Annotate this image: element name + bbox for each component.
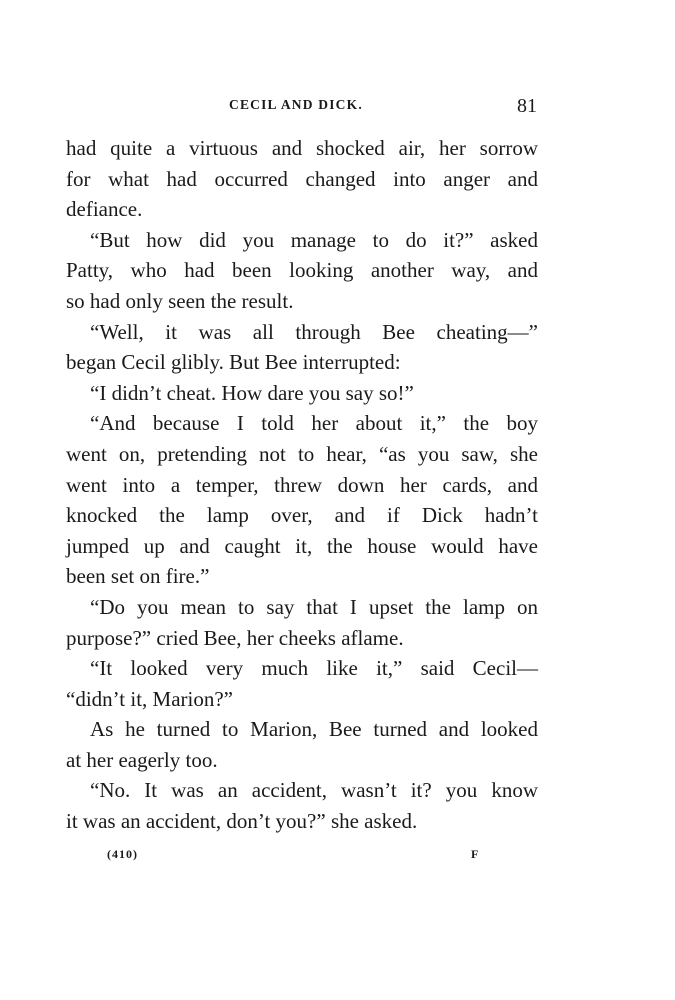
running-head [0, 95, 675, 119]
text-line: began Cecil glibly. But Bee interrupted: [66, 350, 401, 375]
text-line: knocked the lamp over, and if Dick hadn’t [66, 503, 538, 528]
text-line: “But how did you manage to do it?” asked [90, 227, 538, 252]
text-line: so had only seen the result. [66, 288, 294, 313]
text-line: for what had occurred changed into anger and [66, 166, 538, 191]
text-line: “didn’t it, Marion?” [66, 686, 233, 711]
body-text [66, 133, 538, 837]
text-line: “I didn’t cheat. How dare you say so!” [90, 380, 414, 405]
text-line: it was an accident, don’t you?” she asked. [66, 809, 418, 834]
text-line: had quite a virtuous and shocked air, her sorrow [66, 136, 538, 160]
text-line: been set on fire.” [66, 564, 210, 589]
signature-letter: F [471, 847, 479, 861]
text-line: As he turned to Marion, Bee turned and looked [90, 717, 538, 742]
text-line: jumped up and caught it, the house would have [66, 533, 538, 558]
page-number: 81 [517, 95, 537, 117]
text-line: purpose?” cried Bee, her cheeks aflame. [66, 625, 404, 650]
text-line: defiance. [66, 197, 143, 222]
text-line: at her eagerly too. [66, 747, 218, 772]
signature-mark: (410) [107, 847, 138, 861]
text-line: Patty, who had been looking another way, and [66, 258, 538, 283]
text-line: “No. It was an accident, wasn’t it? you know [90, 778, 538, 803]
text-line: “It looked very much like it,” said Cecil— [90, 656, 538, 681]
text-line: “Do you mean to say that I upset the lamp on [90, 594, 538, 619]
text-line: went on, pretending not to hear, “as you saw, she [66, 441, 538, 466]
page-footer [0, 847, 675, 867]
text-line: went into a temper, threw down her cards, and [66, 472, 538, 497]
text-line: “And because I told her about it,” the boy [90, 411, 538, 436]
running-title: CECIL AND DICK. [229, 97, 363, 112]
text-line: “Well, it was all through Bee cheating—” [90, 319, 538, 344]
